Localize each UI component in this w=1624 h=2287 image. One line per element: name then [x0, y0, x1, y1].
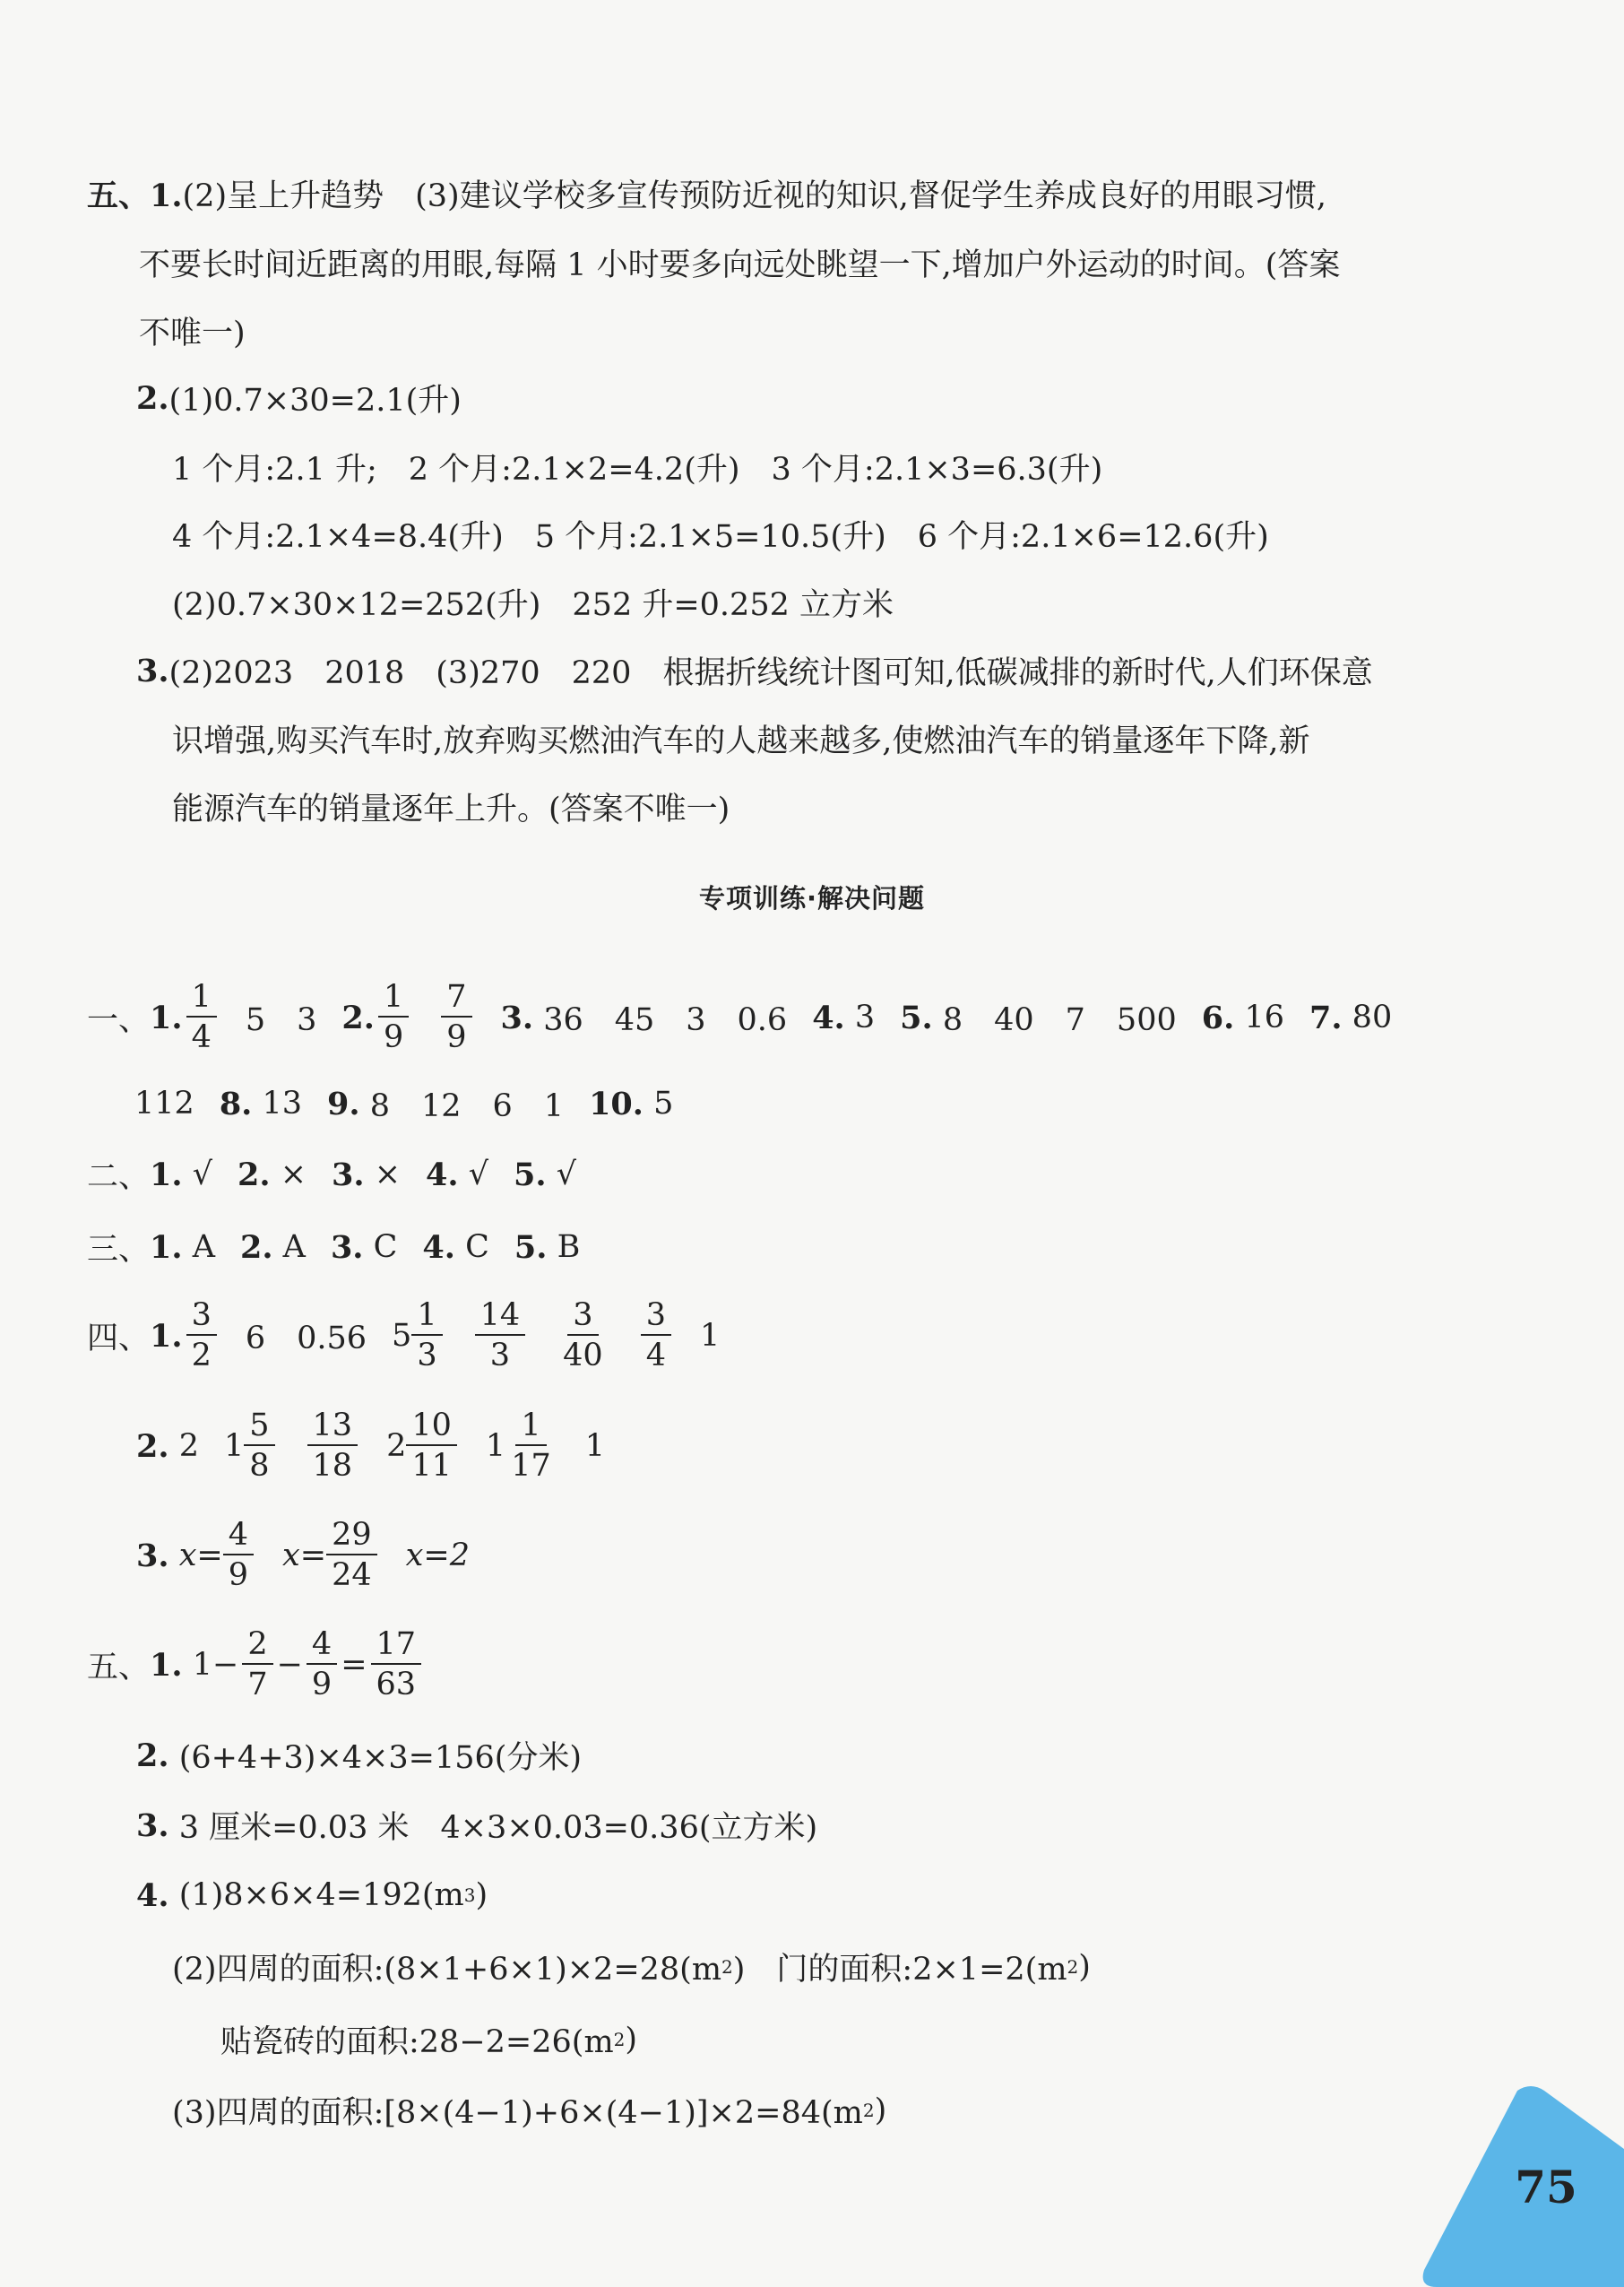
equation-prefix: x= — [178, 1538, 223, 1573]
question-number: 2. — [341, 999, 375, 1036]
equation-prefix: x= — [282, 1538, 327, 1573]
fraction: 3 2 — [186, 1300, 217, 1372]
prev-q2-line4 — [172, 568, 894, 637]
fraction: 7 9 — [441, 982, 471, 1053]
expression-part: 1− — [192, 1647, 239, 1683]
answer-text: 1 — [699, 1318, 721, 1354]
question-number: 3. — [332, 1156, 365, 1193]
answer-text: ) — [625, 2022, 638, 2057]
answer-text: 识增强,购买汽车时,放弃购买燃油汽车的人越来越多,使燃油汽车的销量逐年下降,新 — [172, 723, 1310, 759]
question-number: 2. — [136, 379, 169, 417]
answer-text: 1 个月:2.1 升; 2 个月:2.1×2=4.2(升) 3 个月:2.1×3=6.3(升) — [172, 452, 1103, 488]
equation-answer: x=2 — [405, 1538, 471, 1573]
answer-text: 13 — [262, 1086, 303, 1122]
fraction: $\frac{4}{9}$ — [223, 1520, 254, 1591]
answer-text: 36 45 3 0.6 — [543, 1002, 788, 1038]
answer-text: 112 — [134, 1086, 194, 1122]
answer-text: (1)8×6×4=192(m — [178, 1877, 464, 1913]
part5-line1 — [87, 1624, 425, 1705]
prev-q2-line2 — [172, 433, 1102, 501]
answer-text: 3 厘米=0.03 米 4×3×0.03=0.36(立方米) — [178, 1810, 818, 1846]
part4-line3 — [136, 1515, 470, 1596]
part5-line2 — [136, 1721, 582, 1789]
fraction: $\frac{17}{63}$ — [371, 1629, 422, 1701]
question-number: 2. — [136, 1737, 169, 1774]
question-number: 6. — [1201, 999, 1235, 1036]
prev-q1-line3 — [139, 297, 246, 365]
page-number: 75 — [1515, 2161, 1577, 2213]
check-mark: √ — [192, 1156, 213, 1192]
part-label: 一、 — [87, 1002, 151, 1038]
part5-line3 — [136, 1791, 817, 1859]
fraction: 3 4 — [641, 1300, 671, 1372]
question-number: 4. — [422, 1228, 455, 1266]
answer-text: 8 40 7 500 — [942, 1002, 1177, 1038]
check-mark: √ — [468, 1156, 489, 1192]
question-number: 8. — [219, 1085, 253, 1122]
answer-text: ) — [874, 2092, 887, 2128]
prev-q1-line2 — [139, 229, 1340, 297]
question-number: 1. — [150, 1228, 183, 1266]
answer-text: ) — [1078, 1949, 1091, 1985]
answer-text: (6+4+3)×4×3=156(分米) — [178, 1740, 583, 1776]
mixed-number: 5 1 3 — [392, 1300, 446, 1372]
answer-text: (2)2023 2018 (3)270 220 根据折线统计图可知,低碳减排的新时代,人们环保意 — [168, 655, 1373, 691]
prev-q2-line3 — [172, 500, 1269, 568]
section-title: 专项训练·解决问题 — [698, 883, 926, 914]
fraction: 13 18 — [307, 1410, 358, 1482]
part5-line7: (3)四周的面积:[8×(4−1)+6×(4−1)]×2=84(m 2 ) — [172, 2076, 886, 2144]
fraction: 1 4 — [186, 982, 217, 1053]
part5-line6: 贴瓷砖的面积:28−2=26(m 2 ) — [220, 2005, 637, 2074]
prev-q3-line3 — [172, 773, 730, 841]
fraction: $\frac{2}{7}$ — [242, 1629, 272, 1701]
question-number: 4. — [812, 999, 845, 1036]
answer-text: (2)四周的面积:(8×1+6×1)×2=28(m — [172, 1952, 722, 1988]
answer-text: (2)呈上升趋势 (3)建议学校多宣传预防近视的知识,督促学生养成良好的用眼习惯, — [182, 178, 1326, 214]
mixed-number: 1 1 17 — [485, 1408, 551, 1484]
part-label: 四、 — [87, 1321, 151, 1356]
answer-text: 16 — [1244, 1000, 1284, 1035]
choice-answer: B — [557, 1229, 581, 1265]
part-label: 三、 — [87, 1232, 151, 1268]
part4-line1 — [87, 1295, 720, 1376]
question-number: 2. — [136, 1427, 169, 1465]
answer-text: (3)四周的面积:[8×(4−1)+6×(4−1)]×2=84(m — [172, 2095, 863, 2131]
answer-text: 5 3 — [245, 1002, 317, 1038]
question-number: 五、1. — [87, 178, 183, 214]
answer-text: 能源汽车的销量逐年上升。(答案不唯一) — [172, 792, 730, 827]
mixed-number: 2 10 11 — [386, 1410, 461, 1482]
answer-text: (2)0.7×30×12=252(升) 252 升=0.252 立方米 — [172, 587, 894, 623]
answer-text: 4 个月:2.1×4=8.4(升) 5 个月:2.1×5=10.5(升) 6 个月:2.1×6=12.6(升) — [172, 519, 1269, 555]
question-number: 4. — [426, 1156, 459, 1193]
part4-line2 — [136, 1406, 605, 1486]
question-number: 7. — [1309, 999, 1343, 1036]
answer-text: 不唯一) — [139, 316, 246, 351]
answer-text: 6 0.56 — [245, 1321, 367, 1356]
part5-line4: 4. (1)8×6×4=192(m 3 ) — [136, 1876, 488, 1914]
question-number: 4. — [136, 1876, 169, 1914]
question-number: 9. — [327, 1085, 360, 1122]
fraction: 3 40 — [563, 1297, 603, 1373]
question-number: 3. — [136, 652, 169, 689]
fraction: 14 3 — [475, 1300, 526, 1372]
fraction: $\frac{29}{24}$ — [326, 1520, 377, 1591]
choice-answer: C — [465, 1229, 489, 1265]
choice-answer: C — [373, 1229, 398, 1265]
part1-line2 — [134, 1070, 673, 1138]
part-label: 二、 — [87, 1159, 151, 1195]
question-number: 2. — [238, 1156, 271, 1193]
answer-text: (1)0.7×30=2.1(升) — [168, 383, 462, 419]
question-number: 1. — [150, 1646, 183, 1684]
fraction: $\frac{4}{9}$ — [307, 1629, 337, 1701]
question-number: 1. — [150, 1317, 183, 1355]
question-number: 3. — [330, 1228, 364, 1266]
answer-text: 80 — [1352, 1000, 1393, 1035]
prev-q3-line2 — [172, 705, 1310, 773]
answer-text: 不要长时间近距离的用眼,每隔 1 小时要多向远处眺望一下,增加户外运动的时间。(答案 — [139, 247, 1341, 283]
cross-mark: × — [374, 1156, 402, 1192]
answer-text: 2 — [178, 1428, 199, 1464]
cross-mark: × — [280, 1156, 307, 1192]
part2-line — [87, 1140, 576, 1208]
question-number: 5. — [514, 1156, 547, 1193]
answer-text: 5 — [653, 1086, 674, 1122]
question-number: 1. — [150, 1156, 183, 1193]
part5-line5: (2)四周的面积:(8×1+6×1)×2=28(m 2 ) 门的面积:2×1=2(m 2 ) — [172, 1933, 1091, 2001]
answer-text: 1 — [584, 1428, 606, 1464]
check-mark: √ — [556, 1156, 577, 1192]
prev-q2-line1 — [136, 364, 462, 432]
fraction: 1 9 — [378, 982, 409, 1053]
mixed-number: 1 5 8 — [224, 1410, 279, 1482]
part1-line1 — [87, 977, 1392, 1058]
question-number: 3. — [136, 1537, 169, 1574]
prev-q1-line1 — [87, 160, 1326, 228]
question-number: 5. — [900, 999, 933, 1036]
expression-part: = — [341, 1647, 367, 1683]
question-number: 10. — [589, 1085, 644, 1122]
answer-text: 贴瓷砖的面积:28−2=26(m — [220, 2024, 614, 2060]
question-number: 5. — [514, 1228, 548, 1266]
part3-line — [87, 1213, 580, 1281]
answer-text: ) 门的面积:2×1=2(m — [732, 1952, 1067, 1988]
answer-text: 8 12 6 1 — [369, 1088, 565, 1124]
question-number: 2. — [239, 1228, 273, 1266]
question-number: 1. — [150, 999, 183, 1036]
question-number: 3. — [500, 999, 534, 1036]
question-number: 3. — [136, 1806, 169, 1844]
choice-answer: A — [192, 1229, 215, 1265]
prev-q3-line1 — [136, 637, 1373, 705]
choice-answer: A — [282, 1229, 306, 1265]
answer-text: ) — [475, 1877, 488, 1913]
part-label: 五、 — [87, 1650, 151, 1685]
answer-text: 3 — [854, 1000, 876, 1035]
expression-part: − — [276, 1647, 303, 1683]
